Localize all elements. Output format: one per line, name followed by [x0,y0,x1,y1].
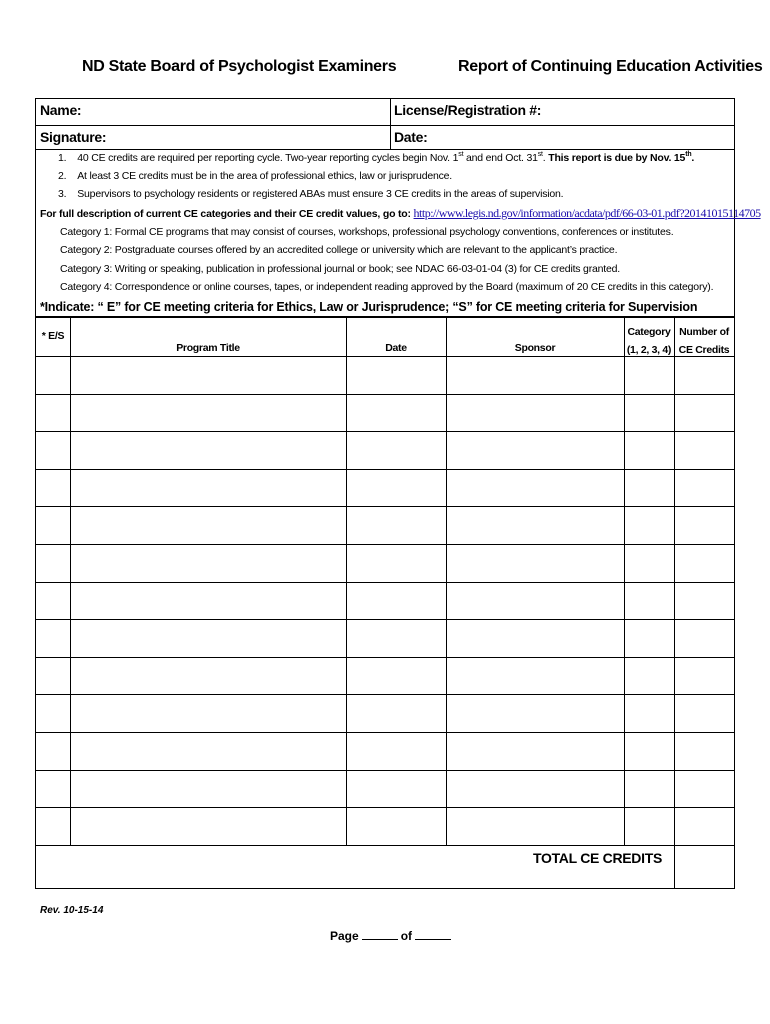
report-title: Report of Continuing Education Activities [458,58,763,75]
signature-label: Signature: [40,129,107,145]
entry-sponsor-cell[interactable] [446,732,624,770]
entry-es-cell[interactable] [36,582,70,620]
row-divider [36,845,734,846]
instructions-section [35,150,761,317]
name-label: Name: [40,102,82,118]
entry-credits-cell[interactable] [674,394,734,432]
entry-date-cell[interactable] [346,582,446,620]
agency-name: ND State Board of Psychologist Examiners [82,58,397,75]
entry-es-cell[interactable] [36,394,70,432]
entry-category-cell[interactable] [624,807,674,845]
entry-category-cell[interactable] [624,469,674,507]
date-label: Date: [394,129,428,145]
entry-category-cell[interactable] [624,657,674,695]
entry-program-title-cell[interactable] [70,469,346,507]
entry-es-cell[interactable] [36,356,70,394]
entry-sponsor-cell[interactable] [446,506,624,544]
entry-es-cell[interactable] [36,770,70,808]
entry-credits-cell[interactable] [674,694,734,732]
col-header-sponsor: Sponsor [514,342,556,354]
entry-sponsor-cell[interactable] [446,657,624,695]
entry-date-cell[interactable] [346,431,446,469]
entry-program-title-cell[interactable] [70,770,346,808]
entry-program-title-cell[interactable] [70,544,346,582]
entry-sponsor-cell[interactable] [446,394,624,432]
entry-category-cell[interactable] [624,544,674,582]
entry-date-cell[interactable] [346,356,446,394]
entry-date-cell[interactable] [346,544,446,582]
entry-credits-cell[interactable] [674,619,734,657]
full-description-line: For full description of current CE categories and their CE credit values, go to: http://www.legis.nd.gov/information/acdata/pdf/66-03-01.pdf?20141015114705 [40,206,761,220]
revision-date: Rev. 10-15-14 [40,905,104,916]
category-3-desc: Category 3: Writing or speaking, publication in professional journal or book; see NDAC 66-03-01-04 (3) for CE credits granted. [60,263,620,275]
entry-date-cell[interactable] [346,732,446,770]
col-header-credits: Number of CE Credits [678,326,730,356]
name-row [36,99,734,125]
entry-program-title-cell[interactable] [70,394,346,432]
entry-es-cell[interactable] [36,431,70,469]
entry-category-cell[interactable] [624,619,674,657]
entry-credits-cell[interactable] [674,544,734,582]
entry-credits-cell[interactable] [674,770,734,808]
category-1-desc: Category 1: Formal CE programs that may consist of courses, workshops, professional psychology conventions, conferences or institutes. [60,226,674,238]
instruction-item-1: 1. 40 CE credits are required per reporting cycle. Two-year reporting cycles begin Nov. 1st and end Oct. 31st. This report is due by Nov. 15th. [58,151,695,164]
indicate-note: *Indicate: “ E” for CE meeting criteria for Ethics, Law or Jurisprudence; “S” for CE meeting criteria for Supervision [40,300,698,314]
entry-date-cell[interactable] [346,694,446,732]
entry-category-cell[interactable] [624,732,674,770]
instruction-item-3: 3. Supervisors to psychology residents or registered ABAs must ensure 3 CE credits in the areas of supervision. [58,188,564,200]
license-label: License/Registration #: [394,102,542,118]
entry-credits-cell[interactable] [674,506,734,544]
entry-es-cell[interactable] [36,506,70,544]
entry-program-title-cell[interactable] [70,431,346,469]
entry-category-cell[interactable] [624,394,674,432]
entry-program-title-cell[interactable] [70,619,346,657]
entry-sponsor-cell[interactable] [446,619,624,657]
entry-program-title-cell[interactable] [70,356,346,394]
col-header-es: * E/S [41,330,65,342]
total-pages-blank[interactable] [415,939,451,940]
entry-sponsor-cell[interactable] [446,770,624,808]
entry-credits-cell[interactable] [674,469,734,507]
entry-credits-cell[interactable] [674,431,734,469]
entry-sponsor-cell[interactable] [446,469,624,507]
entry-program-title-cell[interactable] [70,732,346,770]
entry-credits-cell[interactable] [674,582,734,620]
entry-date-cell[interactable] [346,807,446,845]
entry-sponsor-cell[interactable] [446,544,624,582]
entry-sponsor-cell[interactable] [446,807,624,845]
entry-program-title-cell[interactable] [70,582,346,620]
entry-program-title-cell[interactable] [70,807,346,845]
entry-category-cell[interactable] [624,431,674,469]
entry-es-cell[interactable] [36,732,70,770]
total-ce-credits-cell[interactable] [674,845,734,888]
category-4-desc: Category 4: Correspondence or online courses, tapes, or independent reading approved by the Board (maximum of 20 CE credits in this category). [60,281,714,293]
signature-row [36,125,734,152]
entry-category-cell[interactable] [624,356,674,394]
entry-es-cell[interactable] [36,469,70,507]
col-header-category: Category (1, 2, 3, 4) [626,326,672,356]
entry-date-cell[interactable] [346,770,446,808]
page-number-blank[interactable] [362,939,398,940]
entry-sponsor-cell[interactable] [446,431,624,469]
entry-es-cell[interactable] [36,657,70,695]
page-counter: Page of [330,929,454,943]
entry-es-cell[interactable] [36,807,70,845]
categories-link[interactable]: http://www.legis.nd.gov/information/acdata/pdf/66-03-01.pdf?20141015114705 [413,206,761,220]
entry-es-cell[interactable] [36,694,70,732]
entry-program-title-cell[interactable] [70,506,346,544]
entry-credits-cell[interactable] [674,807,734,845]
entry-sponsor-cell[interactable] [446,582,624,620]
entry-category-cell[interactable] [624,694,674,732]
total-ce-credits-label: TOTAL CE CREDITS [533,850,662,866]
entry-credits-cell[interactable] [674,356,734,394]
entry-date-cell[interactable] [346,394,446,432]
instruction-item-2: 2. At least 3 CE credits must be in the area of professional ethics, law or jurisprudence. [58,170,453,182]
entry-date-cell[interactable] [346,469,446,507]
entry-category-cell[interactable] [624,770,674,808]
entry-category-cell[interactable] [624,582,674,620]
col-header-program-title: Program Title [176,342,240,354]
applicant-info-section [35,98,735,150]
category-2-desc: Category 2: Postgraduate courses offered by an accredited college or university which are relevant to the applicant’s practice. [60,244,618,256]
entry-program-title-cell[interactable] [70,657,346,695]
ce-activities-table [35,317,735,889]
info-divider [390,99,391,149]
entry-es-cell[interactable] [36,544,70,582]
entry-sponsor-cell[interactable] [446,694,624,732]
entry-date-cell[interactable] [346,657,446,695]
entry-credits-cell[interactable] [674,732,734,770]
entry-date-cell[interactable] [346,619,446,657]
entry-credits-cell[interactable] [674,657,734,695]
col-header-date: Date [385,342,407,354]
entry-date-cell[interactable] [346,506,446,544]
entry-sponsor-cell[interactable] [446,356,624,394]
entry-category-cell[interactable] [624,506,674,544]
entry-es-cell[interactable] [36,619,70,657]
entry-program-title-cell[interactable] [70,694,346,732]
